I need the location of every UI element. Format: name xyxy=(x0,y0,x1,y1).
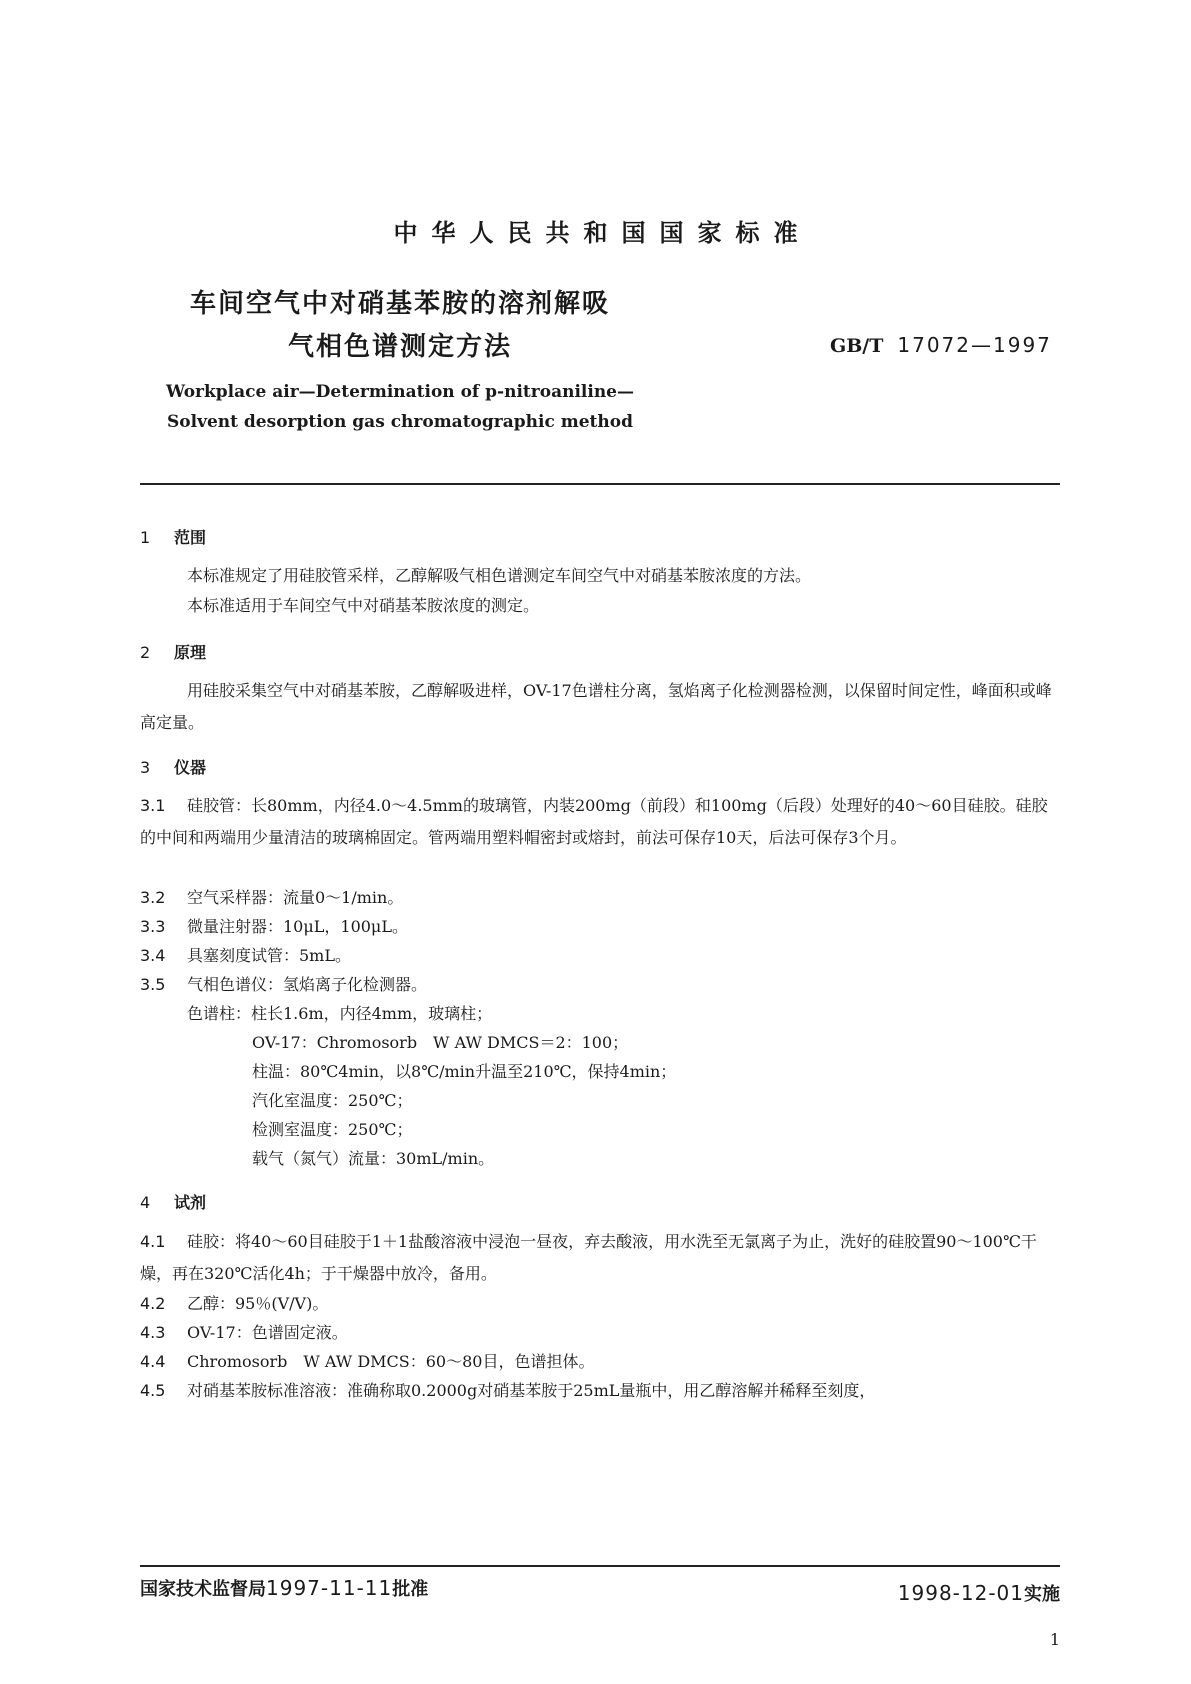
item-3-4 xyxy=(140,940,1060,972)
item-number: 4.1 xyxy=(140,1232,166,1251)
vaporizer-temperature: 汽化室温度：250℃； xyxy=(252,1091,413,1110)
item-text: 微量注射器：10μL，100μL。 xyxy=(187,917,408,936)
item-text: Chromosorb W AW DMCS：60～80目，色谱担体。 xyxy=(187,1352,595,1371)
item-3-3 xyxy=(140,911,1060,943)
item-text: 硅胶管：长80mm，内径4.0～4.5mm的玻璃管，内装200mg（前段）和100mg（后段）处理好的40～60目硅胶。硅胶的中间和两端用少量清洁的玻璃棉固定。管两端用塑料帽密封或熔封，前法可保存10天，后法可保存3个月。 xyxy=(140,796,1048,847)
item-number: 4.3 xyxy=(140,1323,166,1342)
carrier-gas-flow: 载气（氮气）流量：30mL/min。 xyxy=(252,1149,495,1168)
title-line-2: 气相色谱测定方法 xyxy=(287,332,512,362)
item-number: 4.4 xyxy=(140,1352,166,1371)
detector-temperature: 检测室温度：250℃； xyxy=(252,1120,413,1139)
item-text: OV-17：色谱固定液。 xyxy=(187,1323,348,1342)
national-standard-heading: 中华人民共和国国家标准 xyxy=(393,219,812,247)
section-title: 原理 xyxy=(174,643,207,662)
effective-date: 1998-12-01 xyxy=(897,1581,1024,1605)
section-title: 仪器 xyxy=(174,758,207,777)
effective-line xyxy=(865,1580,1060,1606)
footer-divider xyxy=(140,1565,1060,1567)
approval-date: 1997-11-11 xyxy=(266,1576,393,1600)
item-number: 4.5 xyxy=(140,1381,166,1400)
page-number: 1 xyxy=(1049,1630,1060,1649)
section-number: 3 xyxy=(140,758,151,777)
item-text: 气相色谱仪：氢焰离子化检测器。 xyxy=(187,975,428,994)
item-3-2 xyxy=(140,882,1060,914)
item-number: 3.4 xyxy=(140,946,166,965)
item-text: 对硝基苯胺标准溶液：准确称取0.2000g对硝基苯胺于25mL量瓶中，用乙醇溶解并稀释至刻度， xyxy=(187,1381,876,1400)
column-packing: OV-17：Chromosorb W AW DMCS＝2：100； xyxy=(252,1033,629,1052)
effective-label: 实施 xyxy=(1024,1584,1060,1605)
section-1-paragraph-2: 本标准适用于车间空气中对硝基苯胺浓度的测定。 xyxy=(187,596,540,615)
column-temperature: 柱温：80℃4min，以8℃/min升温至210℃，保持4min； xyxy=(252,1062,677,1081)
item-number: 3.5 xyxy=(140,975,166,994)
item-3-5 xyxy=(140,969,1060,1001)
item-number: 3.3 xyxy=(140,917,166,936)
english-title-line-1: Workplace air—Determination of p-nitroaniline— xyxy=(166,382,634,402)
section-2-paragraph: 用硅胶采集空气中对硝基苯胺，乙醇解吸进样，OV-17色谱柱分离，氢焰离子化检测器检测，以保留时间定性，峰面积或峰高定量。 xyxy=(140,681,1052,732)
approval-label: 批准 xyxy=(392,1579,429,1600)
item-4-3 xyxy=(140,1317,1060,1349)
item-number: 3.2 xyxy=(140,888,166,907)
section-title: 试剂 xyxy=(174,1193,207,1212)
section-2-heading xyxy=(140,640,206,663)
section-4-heading xyxy=(140,1190,206,1213)
item-3-1 xyxy=(140,790,1060,854)
item-4-2 xyxy=(140,1288,1060,1320)
item-number: 3.1 xyxy=(140,796,166,815)
approval-authority: 国家技术监督局 xyxy=(140,1579,266,1600)
column-spec: 色谱柱：柱长1.6m，内径4mm，玻璃柱； xyxy=(187,1004,493,1023)
header-divider xyxy=(140,483,1060,485)
item-text: 具塞刻度试管：5mL。 xyxy=(187,946,351,965)
section-1-heading xyxy=(140,525,206,548)
english-title-line-2: Solvent desorption gas chromatographic method xyxy=(167,412,633,432)
item-4-5 xyxy=(140,1375,1060,1407)
standard-code-number: 17072—1997 xyxy=(897,333,1052,357)
section-number: 4 xyxy=(140,1193,151,1212)
section-number: 2 xyxy=(140,643,151,662)
item-text: 乙醇：95％(V/V)。 xyxy=(187,1294,329,1313)
standard-code-prefix: GB/T xyxy=(830,335,884,357)
item-4-4 xyxy=(140,1346,1060,1378)
item-text: 硅胶：将40～60目硅胶于1＋1盐酸溶液中浸泡一昼夜，弃去酸液，用水洗至无氯离子为止，洗好的硅胶置90～100℃干燥，再在320℃活化4h；于干燥器中放冷，备用。 xyxy=(140,1232,1037,1283)
section-title: 范围 xyxy=(174,528,207,547)
section-number: 1 xyxy=(140,528,151,547)
item-4-1 xyxy=(140,1226,1060,1290)
item-text: 空气采样器：流量0～1/min。 xyxy=(187,888,404,907)
approval-line xyxy=(140,1575,428,1601)
section-1-paragraph-1: 本标准规定了用硅胶管采样，乙醇解吸气相色谱测定车间空气中对硝基苯胺浓度的方法。 xyxy=(187,566,812,585)
standard-code xyxy=(830,333,1052,357)
section-3-heading xyxy=(140,755,206,778)
title-line-1: 车间空气中对硝基苯胺的溶剂解吸 xyxy=(189,289,610,319)
item-number: 4.2 xyxy=(140,1294,166,1313)
